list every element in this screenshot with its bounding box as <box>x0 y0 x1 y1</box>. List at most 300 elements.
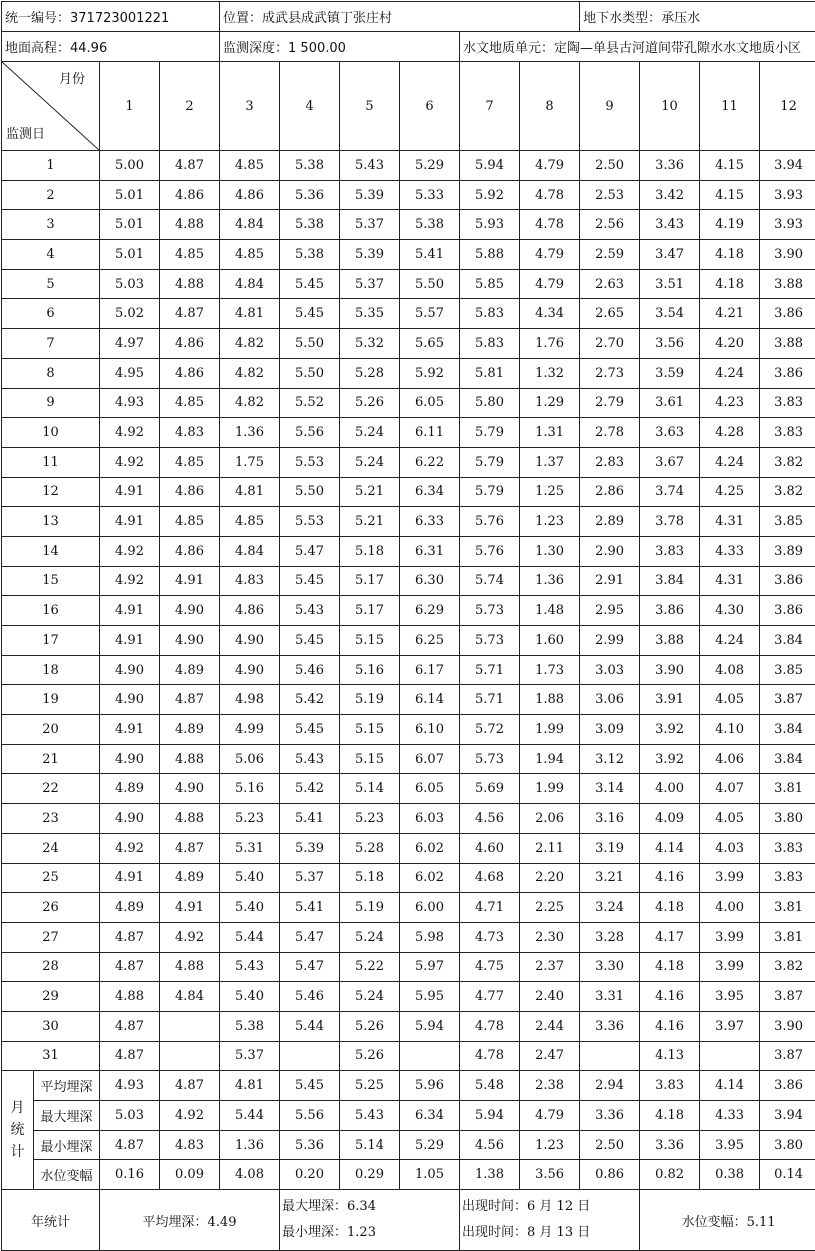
depth-value-cell: 4.90 <box>220 626 280 656</box>
depth-value-cell: 5.21 <box>340 507 400 537</box>
stat-value-cell: 5.25 <box>340 1071 400 1101</box>
depth-value-cell: 4.86 <box>160 536 220 566</box>
depth-value-cell: 3.24 <box>580 893 640 923</box>
groundwater-depth-table <box>1 1 815 1251</box>
depth-value-cell: 2.59 <box>580 240 640 270</box>
depth-value-cell: 2.73 <box>580 358 640 388</box>
depth-value-cell: 4.85 <box>160 240 220 270</box>
depth-value-cell: 3.87 <box>760 1041 815 1071</box>
depth-value-cell: 1.76 <box>520 329 580 359</box>
table-row <box>2 358 815 388</box>
depth-value-cell: 4.09 <box>640 804 700 834</box>
day-cell: 8 <box>2 358 100 388</box>
depth-value-cell: 4.90 <box>100 685 160 715</box>
day-cell: 20 <box>2 715 100 745</box>
depth-value-cell: 5.39 <box>340 240 400 270</box>
depth-value-cell: 3.86 <box>640 596 700 626</box>
depth-value-cell: 5.57 <box>400 299 460 329</box>
depth-value-cell: 5.73 <box>460 596 520 626</box>
depth-value-cell: 5.80 <box>460 388 520 418</box>
depth-value-cell: 3.87 <box>760 982 815 1012</box>
depth-value-cell: 1.25 <box>520 477 580 507</box>
depth-value-cell: 5.45 <box>280 715 340 745</box>
day-cell: 2 <box>2 180 100 210</box>
depth-value-cell: 5.69 <box>460 774 520 804</box>
depth-value-cell: 4.90 <box>100 744 160 774</box>
depth-value-cell: 5.03 <box>100 269 160 299</box>
table-row <box>2 774 815 804</box>
depth-value-cell: 4.92 <box>100 566 160 596</box>
day-cell: 9 <box>2 388 100 418</box>
depth-value-cell: 5.76 <box>460 536 520 566</box>
depth-value-cell: 4.15 <box>700 151 760 181</box>
ground-elevation: 地面高程：44.96 <box>2 32 220 62</box>
depth-value-cell: 5.23 <box>220 804 280 834</box>
month-header: 10 <box>640 62 700 151</box>
stat-value-cell: 5.44 <box>220 1101 280 1131</box>
depth-value-cell: 3.97 <box>700 1011 760 1041</box>
depth-value-cell: 3.28 <box>580 922 640 952</box>
table-row <box>2 507 815 537</box>
depth-value-cell: 5.40 <box>220 982 280 1012</box>
depth-value-cell: 5.93 <box>460 210 520 240</box>
table-row <box>2 240 815 270</box>
stat-value-cell: 4.56 <box>460 1130 520 1160</box>
depth-value-cell: 5.15 <box>340 626 400 656</box>
depth-value-cell: 5.97 <box>400 952 460 982</box>
table-row <box>2 536 815 566</box>
yearly-occurrence-times <box>460 1190 640 1251</box>
depth-value-cell: 6.14 <box>400 685 460 715</box>
depth-value-cell: 2.56 <box>580 210 640 240</box>
depth-value-cell: 3.90 <box>760 240 815 270</box>
table-row <box>2 447 815 477</box>
depth-value-cell: 2.30 <box>520 922 580 952</box>
depth-value-cell: 3.84 <box>640 566 700 596</box>
depth-value-cell: 3.09 <box>580 715 640 745</box>
depth-value-cell: 5.15 <box>340 744 400 774</box>
table-row <box>2 982 815 1012</box>
table-row <box>2 952 815 982</box>
depth-value-cell: 4.90 <box>160 596 220 626</box>
depth-value-cell: 4.17 <box>640 922 700 952</box>
depth-value-cell: 4.91 <box>100 715 160 745</box>
depth-value-cell: 5.17 <box>340 566 400 596</box>
depth-value-cell: 5.50 <box>400 269 460 299</box>
depth-value-cell: 1.48 <box>520 596 580 626</box>
depth-value-cell: 5.18 <box>340 536 400 566</box>
depth-value-cell: 4.24 <box>700 447 760 477</box>
depth-value-cell: 2.63 <box>580 269 640 299</box>
table-row <box>2 1041 815 1071</box>
depth-value-cell: 2.50 <box>580 151 640 181</box>
stat-label: 平均埋深 <box>34 1071 100 1101</box>
day-cell: 26 <box>2 893 100 923</box>
depth-value-cell: 4.92 <box>100 418 160 448</box>
stat-value-cell: 1.05 <box>400 1160 460 1190</box>
table-row <box>2 833 815 863</box>
depth-value-cell: 5.19 <box>340 893 400 923</box>
depth-value-cell: 6.02 <box>400 863 460 893</box>
depth-value-cell: 5.24 <box>340 922 400 952</box>
day-cell: 22 <box>2 774 100 804</box>
depth-value-cell: 4.91 <box>160 893 220 923</box>
day-cell: 21 <box>2 744 100 774</box>
table-row <box>2 329 815 359</box>
max-occurrence-time: 出现时间：6 月 12 日 <box>462 1194 639 1220</box>
depth-value-cell: 3.19 <box>580 833 640 863</box>
depth-value-cell: 2.40 <box>520 982 580 1012</box>
depth-value-cell: 4.87 <box>160 299 220 329</box>
day-cell: 16 <box>2 596 100 626</box>
depth-value-cell: 5.42 <box>280 774 340 804</box>
depth-value-cell: 4.82 <box>220 388 280 418</box>
table-row <box>2 566 815 596</box>
depth-value-cell: 4.93 <box>100 388 160 418</box>
depth-value-cell: 4.89 <box>160 655 220 685</box>
stat-value-cell: 1.38 <box>460 1160 520 1190</box>
depth-value-cell: 4.99 <box>220 715 280 745</box>
depth-value-cell: 4.92 <box>100 833 160 863</box>
depth-value-cell: 6.29 <box>400 596 460 626</box>
depth-value-cell: 5.37 <box>340 210 400 240</box>
depth-value-cell: 4.86 <box>160 180 220 210</box>
day-cell: 13 <box>2 507 100 537</box>
depth-value-cell: 4.56 <box>460 804 520 834</box>
depth-value-cell: 5.35 <box>340 299 400 329</box>
depth-value-cell: 4.84 <box>220 210 280 240</box>
depth-value-cell: 5.46 <box>280 655 340 685</box>
stat-value-cell: 5.29 <box>400 1130 460 1160</box>
depth-value-cell: 5.16 <box>340 655 400 685</box>
table-row <box>2 1011 815 1041</box>
depth-value-cell: 5.94 <box>400 1011 460 1041</box>
yearly-stat-row <box>2 1190 815 1251</box>
month-header: 9 <box>580 62 640 151</box>
depth-value-cell: 5.37 <box>220 1041 280 1071</box>
day-cell: 27 <box>2 922 100 952</box>
depth-value-cell: 2.83 <box>580 447 640 477</box>
depth-value-cell: 4.87 <box>160 151 220 181</box>
depth-value-cell: 5.39 <box>340 180 400 210</box>
depth-value-cell: 3.86 <box>760 596 815 626</box>
depth-value-cell: 4.81 <box>220 299 280 329</box>
depth-value-cell: 4.25 <box>700 477 760 507</box>
day-cell: 10 <box>2 418 100 448</box>
stat-label: 最小埋深 <box>34 1130 100 1160</box>
table-row <box>2 744 815 774</box>
depth-value-cell: 4.28 <box>700 418 760 448</box>
depth-value-cell: 1.30 <box>520 536 580 566</box>
depth-value-cell <box>700 1041 760 1071</box>
min-occurrence-time: 出现时间：8 月 13 日 <box>462 1220 639 1246</box>
depth-value-cell: 3.30 <box>580 952 640 982</box>
depth-value-cell: 3.42 <box>640 180 700 210</box>
depth-value-cell: 3.99 <box>700 863 760 893</box>
depth-value-cell: 3.43 <box>640 210 700 240</box>
table-row <box>2 863 815 893</box>
day-cell: 19 <box>2 685 100 715</box>
depth-value-cell: 3.83 <box>760 833 815 863</box>
table-row <box>2 299 815 329</box>
depth-value-cell: 4.92 <box>100 447 160 477</box>
depth-value-cell <box>280 1041 340 1071</box>
depth-value-cell: 4.97 <box>100 329 160 359</box>
depth-value-cell: 5.01 <box>100 240 160 270</box>
depth-value-cell: 5.45 <box>280 269 340 299</box>
depth-value-cell <box>400 1041 460 1071</box>
depth-value-cell <box>580 1041 640 1071</box>
day-cell: 6 <box>2 299 100 329</box>
depth-value-cell: 4.90 <box>160 774 220 804</box>
depth-value-cell: 3.56 <box>640 329 700 359</box>
depth-value-cell: 5.76 <box>460 507 520 537</box>
depth-value-cell: 4.95 <box>100 358 160 388</box>
day-cell: 11 <box>2 447 100 477</box>
depth-value-cell: 5.32 <box>340 329 400 359</box>
depth-value-cell: 3.31 <box>580 982 640 1012</box>
depth-value-cell: 3.67 <box>640 447 700 477</box>
depth-value-cell: 5.02 <box>100 299 160 329</box>
depth-value-cell: 5.38 <box>280 210 340 240</box>
depth-value-cell: 6.10 <box>400 715 460 745</box>
depth-value-cell: 3.81 <box>760 893 815 923</box>
depth-value-cell: 2.25 <box>520 893 580 923</box>
depth-value-cell: 5.73 <box>460 626 520 656</box>
depth-value-cell: 5.56 <box>280 418 340 448</box>
stat-value-cell: 3.56 <box>520 1160 580 1190</box>
depth-value-cell: 5.26 <box>340 1041 400 1071</box>
depth-value-cell: 5.74 <box>460 566 520 596</box>
depth-value-cell: 4.86 <box>160 358 220 388</box>
monthly-stats-label-char: 统 <box>2 1119 33 1141</box>
depth-value-cell: 4.87 <box>100 922 160 952</box>
depth-value-cell: 5.45 <box>280 626 340 656</box>
depth-value-cell: 3.92 <box>640 715 700 745</box>
stat-value-cell: 4.08 <box>220 1160 280 1190</box>
depth-value-cell: 4.85 <box>160 447 220 477</box>
depth-value-cell: 5.92 <box>460 180 520 210</box>
depth-value-cell: 5.18 <box>340 863 400 893</box>
depth-value-cell: 5.83 <box>460 299 520 329</box>
depth-value-cell: 3.89 <box>760 536 815 566</box>
depth-value-cell: 3.88 <box>760 269 815 299</box>
yearly-water-level-range: 水位变幅：5.11 <box>640 1190 815 1251</box>
depth-value-cell: 4.78 <box>520 180 580 210</box>
depth-value-cell: 4.18 <box>700 240 760 270</box>
station-location: 位置：成武县成武镇丁张庄村 <box>220 2 580 32</box>
depth-value-cell: 5.40 <box>220 863 280 893</box>
depth-value-cell: 4.71 <box>460 893 520 923</box>
depth-value-cell: 5.14 <box>340 774 400 804</box>
depth-value-cell: 5.38 <box>280 151 340 181</box>
depth-value-cell: 3.86 <box>760 566 815 596</box>
depth-value-cell: 5.24 <box>340 418 400 448</box>
depth-value-cell: 4.85 <box>160 507 220 537</box>
yearly-stats-label: 年统计 <box>2 1190 100 1251</box>
day-cell: 28 <box>2 952 100 982</box>
depth-value-cell: 4.87 <box>100 952 160 982</box>
depth-value-cell: 3.82 <box>760 952 815 982</box>
stat-value-cell: 3.80 <box>760 1130 815 1160</box>
depth-value-cell: 4.84 <box>220 536 280 566</box>
depth-value-cell: 4.19 <box>700 210 760 240</box>
depth-value-cell: 5.24 <box>340 982 400 1012</box>
depth-value-cell: 4.31 <box>700 507 760 537</box>
stat-value-cell: 0.16 <box>100 1160 160 1190</box>
depth-value-cell: 1.75 <box>220 447 280 477</box>
depth-value-cell: 4.79 <box>520 151 580 181</box>
depth-value-cell: 5.29 <box>400 151 460 181</box>
depth-value-cell: 4.84 <box>160 982 220 1012</box>
month-header: 2 <box>160 62 220 151</box>
depth-value-cell: 6.33 <box>400 507 460 537</box>
depth-value-cell: 3.54 <box>640 299 700 329</box>
depth-value-cell: 4.90 <box>160 626 220 656</box>
depth-value-cell: 5.44 <box>220 922 280 952</box>
depth-value-cell: 4.87 <box>100 1011 160 1041</box>
depth-value-cell: 4.82 <box>220 358 280 388</box>
depth-value-cell: 5.28 <box>340 833 400 863</box>
day-cell: 23 <box>2 804 100 834</box>
depth-value-cell: 5.50 <box>280 329 340 359</box>
depth-value-cell: 4.87 <box>100 1041 160 1071</box>
depth-value-cell: 4.00 <box>700 893 760 923</box>
depth-value-cell: 4.82 <box>220 329 280 359</box>
depth-value-cell: 4.90 <box>100 655 160 685</box>
depth-value-cell: 5.31 <box>220 833 280 863</box>
depth-value-cell: 4.24 <box>700 626 760 656</box>
depth-value-cell: 3.82 <box>760 447 815 477</box>
depth-value-cell: 5.23 <box>340 804 400 834</box>
stat-value-cell: 1.23 <box>520 1130 580 1160</box>
depth-value-cell: 4.85 <box>220 151 280 181</box>
depth-value-cell: 3.88 <box>640 626 700 656</box>
depth-value-cell: 4.15 <box>700 180 760 210</box>
stat-value-cell: 4.83 <box>160 1130 220 1160</box>
depth-value-cell: 5.38 <box>400 210 460 240</box>
day-cell: 12 <box>2 477 100 507</box>
hydrogeological-unit: 水文地质单元：定陶—单县古河道间带孔隙水水文地质小区 <box>460 32 815 62</box>
depth-value-cell: 3.83 <box>760 863 815 893</box>
depth-value-cell: 3.36 <box>640 151 700 181</box>
depth-value-cell: 4.23 <box>700 388 760 418</box>
depth-value-cell: 1.32 <box>520 358 580 388</box>
depth-value-cell: 3.84 <box>760 744 815 774</box>
depth-value-cell: 4.89 <box>160 863 220 893</box>
monthly-stat-row <box>2 1071 815 1101</box>
stat-value-cell: 4.33 <box>700 1101 760 1131</box>
column-header-row <box>2 62 815 151</box>
stat-value-cell: 3.86 <box>760 1071 815 1101</box>
stat-value-cell: 4.14 <box>700 1071 760 1101</box>
stat-label: 最大埋深 <box>34 1101 100 1131</box>
depth-value-cell: 1.37 <box>520 447 580 477</box>
depth-value-cell: 4.92 <box>100 536 160 566</box>
depth-value-cell: 4.75 <box>460 952 520 982</box>
depth-value-cell: 3.94 <box>760 151 815 181</box>
depth-value-cell: 3.92 <box>640 744 700 774</box>
depth-value-cell: 3.86 <box>760 358 815 388</box>
depth-value-cell: 4.84 <box>220 269 280 299</box>
depth-value-cell: 5.79 <box>460 447 520 477</box>
day-cell: 25 <box>2 863 100 893</box>
yearly-average-depth: 平均埋深：4.49 <box>100 1190 280 1251</box>
depth-value-cell: 5.37 <box>280 863 340 893</box>
day-cell: 29 <box>2 982 100 1012</box>
depth-value-cell: 4.91 <box>100 863 160 893</box>
stat-value-cell: 5.48 <box>460 1071 520 1101</box>
depth-value-cell: 4.14 <box>640 833 700 863</box>
stat-value-cell: 5.94 <box>460 1101 520 1131</box>
depth-value-cell: 4.73 <box>460 922 520 952</box>
depth-value-cell: 6.17 <box>400 655 460 685</box>
stat-value-cell: 4.81 <box>220 1071 280 1101</box>
depth-value-cell: 4.85 <box>220 240 280 270</box>
depth-value-cell: 4.18 <box>640 893 700 923</box>
depth-value-cell: 5.53 <box>280 447 340 477</box>
depth-value-cell: 4.24 <box>700 358 760 388</box>
stat-value-cell: 1.36 <box>220 1130 280 1160</box>
depth-value-cell: 5.45 <box>280 299 340 329</box>
depth-value-cell: 5.37 <box>340 269 400 299</box>
depth-value-cell: 4.68 <box>460 863 520 893</box>
depth-value-cell: 5.83 <box>460 329 520 359</box>
depth-value-cell: 4.31 <box>700 566 760 596</box>
depth-value-cell: 5.19 <box>340 685 400 715</box>
depth-value-cell: 4.98 <box>220 685 280 715</box>
stat-value-cell: 3.36 <box>640 1130 700 1160</box>
depth-value-cell: 4.87 <box>160 833 220 863</box>
yearly-max-min-depth <box>280 1190 460 1251</box>
monthly-stat-row <box>2 1160 815 1190</box>
depth-value-cell: 5.06 <box>220 744 280 774</box>
day-cell: 30 <box>2 1011 100 1041</box>
depth-value-cell: 1.88 <box>520 685 580 715</box>
depth-value-cell: 5.21 <box>340 477 400 507</box>
depth-value-cell: 5.98 <box>400 922 460 952</box>
depth-value-cell: 4.86 <box>220 180 280 210</box>
stat-value-cell: 2.94 <box>580 1071 640 1101</box>
depth-value-cell: 2.99 <box>580 626 640 656</box>
depth-value-cell: 3.90 <box>760 1011 815 1041</box>
monthly-stat-row <box>2 1130 815 1160</box>
depth-value-cell: 5.43 <box>280 596 340 626</box>
header-row-2 <box>2 32 815 62</box>
depth-value-cell: 3.93 <box>760 210 815 240</box>
stat-value-cell: 3.94 <box>760 1101 815 1131</box>
depth-value-cell: 5.81 <box>460 358 520 388</box>
depth-value-cell: 5.00 <box>100 151 160 181</box>
yearly-min-depth: 最小埋深：1.23 <box>282 1220 459 1246</box>
stat-value-cell: 4.79 <box>520 1101 580 1131</box>
depth-value-cell: 4.08 <box>700 655 760 685</box>
month-header: 1 <box>100 62 160 151</box>
depth-value-cell: 5.45 <box>280 566 340 596</box>
depth-value-cell: 5.36 <box>280 180 340 210</box>
depth-value-cell: 4.13 <box>640 1041 700 1071</box>
depth-value-cell: 5.24 <box>340 447 400 477</box>
depth-value-cell: 1.36 <box>220 418 280 448</box>
depth-value-cell: 3.59 <box>640 358 700 388</box>
depth-value-cell: 3.88 <box>760 329 815 359</box>
depth-value-cell: 5.40 <box>220 893 280 923</box>
depth-value-cell: 5.85 <box>460 269 520 299</box>
depth-value-cell: 4.18 <box>640 952 700 982</box>
stat-value-cell: 0.38 <box>700 1160 760 1190</box>
depth-value-cell: 3.91 <box>640 685 700 715</box>
header-row-1 <box>2 2 815 32</box>
